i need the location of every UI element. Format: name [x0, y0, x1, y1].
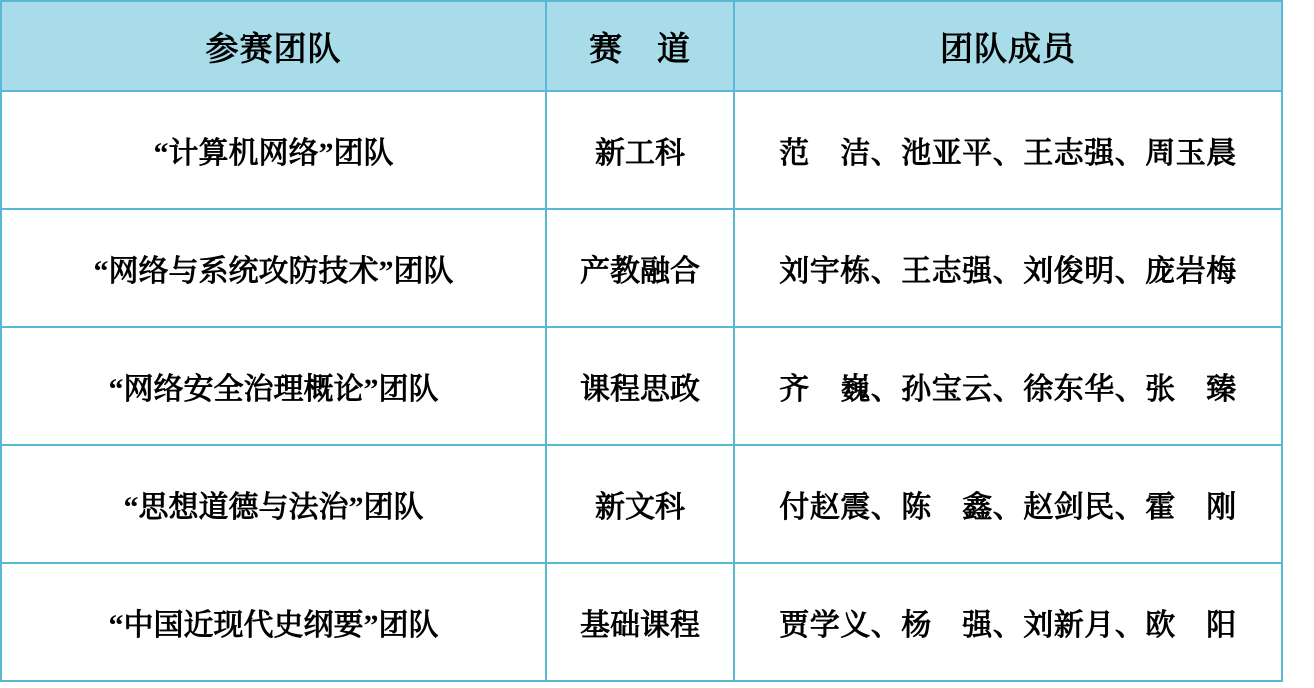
table-row — [1, 445, 1282, 563]
table-header — [1, 1, 1282, 91]
cell-team: “网络安全治理概论”团队 — [1, 327, 546, 445]
cell-track: 基础课程 — [546, 563, 734, 681]
cell-members: 范 洁、池亚平、王志强、周玉晨 — [734, 91, 1282, 209]
table-row — [1, 327, 1282, 445]
cell-team: “思想道德与法治”团队 — [1, 445, 546, 563]
table-row — [1, 91, 1282, 209]
column-header-track: 赛 道 — [546, 1, 734, 91]
table-row — [1, 209, 1282, 327]
column-header-members: 团队成员 — [734, 1, 1282, 91]
cell-members: 贾学义、杨 强、刘新月、欧 阳 — [734, 563, 1282, 681]
cell-members: 齐 巍、孙宝云、徐东华、张 臻 — [734, 327, 1282, 445]
cell-members: 刘宇栋、王志强、刘俊明、庞岩梅 — [734, 209, 1282, 327]
cell-team: “计算机网络”团队 — [1, 91, 546, 209]
table-body — [1, 91, 1282, 681]
cell-track: 课程思政 — [546, 327, 734, 445]
cell-members: 付赵震、陈 鑫、赵剑民、霍 刚 — [734, 445, 1282, 563]
cell-team: “中国近现代史纲要”团队 — [1, 563, 546, 681]
cell-track: 新工科 — [546, 91, 734, 209]
cell-team: “网络与系统攻防技术”团队 — [1, 209, 546, 327]
cell-track: 新文科 — [546, 445, 734, 563]
header-row — [1, 1, 1282, 91]
table-row — [1, 563, 1282, 681]
cell-track: 产教融合 — [546, 209, 734, 327]
column-header-team: 参赛团队 — [1, 1, 546, 91]
